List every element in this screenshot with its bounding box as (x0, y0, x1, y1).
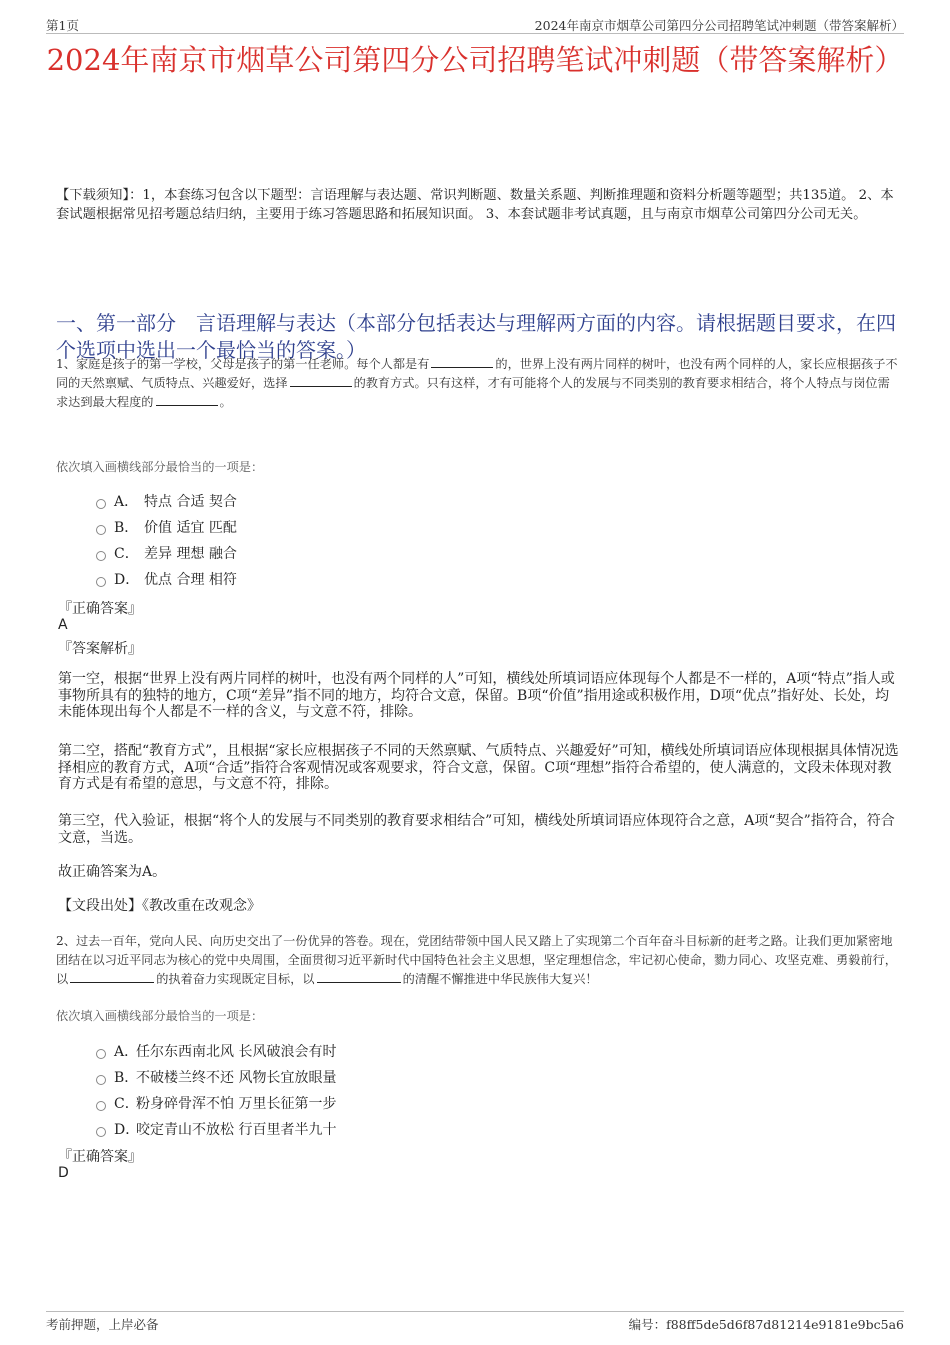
q1-text-part: 的教育方式。只有这样，才有可能将个人的发展与不同类别的教育要求相结合，将个人特点与岗位需求达到最大程度的 (56, 376, 890, 409)
radio-icon[interactable] (96, 1049, 106, 1059)
header-doc-title: 2024年南京市烟草公司第四分公司招聘笔试冲刺题（带答案解析） (534, 18, 904, 33)
option-a[interactable]: A． 特点 合适 契合 (96, 488, 237, 514)
question-2-options (96, 1038, 336, 1142)
correct-answer: A (58, 617, 68, 633)
question-1-prompt: 依次填入画横线部分最恰当的一项是： (56, 460, 264, 474)
option-d[interactable]: D． 咬定青山不放松 行百里者半九十 (96, 1116, 336, 1142)
q2-text-part: 的执着奋力实现既定目标，以 (156, 972, 315, 986)
question-2-prompt: 依次填入画横线部分最恰当的一项是： (56, 1009, 264, 1023)
page-header (46, 16, 904, 34)
correct-answer: D (58, 1165, 69, 1181)
radio-icon[interactable] (96, 577, 106, 587)
footer-divider (46, 1311, 904, 1312)
q1-text-part: 的，世界上没有两片同样的树叶，也没有两个同样的人，家长应根据孩子不同的天然禀赋、气质特点、兴趣爱好，选择 (56, 357, 898, 390)
option-b[interactable]: B． 价值 适宜 匹配 (96, 514, 237, 540)
fill-blank (431, 357, 493, 368)
explanation-paragraph: 第三空，代入验证，根据“将个人的发展与不同类别的教育要求相结合”可知，横线处所填词语应体现符合之意，A项“契合”指符合，符合文意，当选。 (58, 813, 895, 846)
footer-slogan: 考前押题，上岸必备 (46, 1317, 159, 1332)
q1-text-part: 1、家庭是孩子的第一学校，父母是孩子的第一任老师。每个人都是有 (56, 357, 430, 371)
option-d[interactable]: D． 优点 合理 相符 (96, 566, 237, 592)
fill-blank (156, 395, 218, 406)
radio-icon[interactable] (96, 1075, 106, 1085)
footer-doc-id: 编号：f88ff5de5d6f87d81214e9181e9bc5a6 (628, 1317, 904, 1332)
option-b[interactable]: B． 不破楼兰终不还 风物长宜放眼量 (96, 1064, 336, 1090)
analysis-label: 『答案解析』 (58, 641, 142, 657)
download-notice: 【下载须知】：1，本套练习包含以下题型：言语理解与表达题、常识判断题、数量关系题、判断推理题和资料分析题等题型；共135道。 2、本套试题根据常见招考题总结归纳，主要用于练习答题思路和拓展知识面。 3、本套试题非考试真题，且与南京市烟草公司第四分公司无关。 (56, 188, 894, 222)
explanation-conclusion: 故正确答案为A。 (58, 864, 167, 880)
fill-blank (290, 376, 352, 387)
explanation-paragraph: 第一空，根据“世界上没有两片同样的树叶，也没有两个同样的人”可知，横线处所填词语应体现每个人都是不一样的，A项“特点”指人或事物所具有的独特的地方，C项“差异”指不同的地方，均符合文意，保留。B项“价值”指用途或积极作用，D项“优点”指好处、长处，均未能体现出每个人都是不一样的含义，与文意不符，排除。 (58, 671, 895, 720)
page-title: 2024年南京市烟草公司第四分公司招聘笔试冲刺题（带答案解析） (46, 43, 904, 77)
question-1-options (96, 488, 237, 592)
radio-icon[interactable] (96, 1101, 106, 1111)
q2-text-part: 的清醒不懈推进中华民族伟大复兴！ (402, 972, 598, 986)
text-source: 【文段出处】《教改重在改观念》 (58, 898, 261, 914)
option-a[interactable]: A． 任尔东西南北风 长风破浪会有时 (96, 1038, 336, 1064)
radio-icon[interactable] (96, 551, 106, 561)
radio-icon[interactable] (96, 499, 106, 509)
radio-icon[interactable] (96, 525, 106, 535)
radio-icon[interactable] (96, 1127, 106, 1137)
question-1-text (56, 355, 900, 412)
option-c[interactable]: C． 差异 理想 融合 (96, 540, 237, 566)
answer-label: 『正确答案』 (58, 1149, 142, 1165)
question-2-text (56, 932, 900, 989)
q1-text-part: 。 (219, 395, 232, 409)
page-number: 第1页 (46, 18, 79, 33)
fill-blank (70, 972, 154, 983)
section-heading: 一、第一部分 言语理解与表达（本部分包括表达与理解两方面的内容。请根据题目要求，在四个选项中选出一个最恰当的答案。） (56, 311, 896, 362)
q2-text-part: 2、过去一百年，党向人民、向历史交出了一份优异的答卷。现在，党团结带领中国人民又踏上了实现第二个百年奋斗目标新的赶考之路。让我们更加紧密地团结在以习近平同志为核心的党中央周围，全面贯彻习近平新时代中国特色社会主义思想，坚定理想信念，牢记初心使命，勠力同心、攻坚克难、勇毅前行，以 (56, 934, 897, 986)
explanation-paragraph: 第二空，搭配“教育方式”，且根据“家长应根据孩子不同的天然禀赋、气质特点、兴趣爱好”可知，横线处所填词语应体现根据具体情况选择相应的教育方式，A项“合适”指符合客观情况或客观要求，符合文意，保留。C项“理想”指符合希望的，使人满意的，文段未体现对教育方式是有希望的意思，与文意不符，排除。 (58, 743, 899, 792)
fill-blank (317, 972, 401, 983)
option-c[interactable]: C． 粉身碎骨浑不怕 万里长征第一步 (96, 1090, 336, 1116)
answer-label: 『正确答案』 (58, 601, 142, 617)
